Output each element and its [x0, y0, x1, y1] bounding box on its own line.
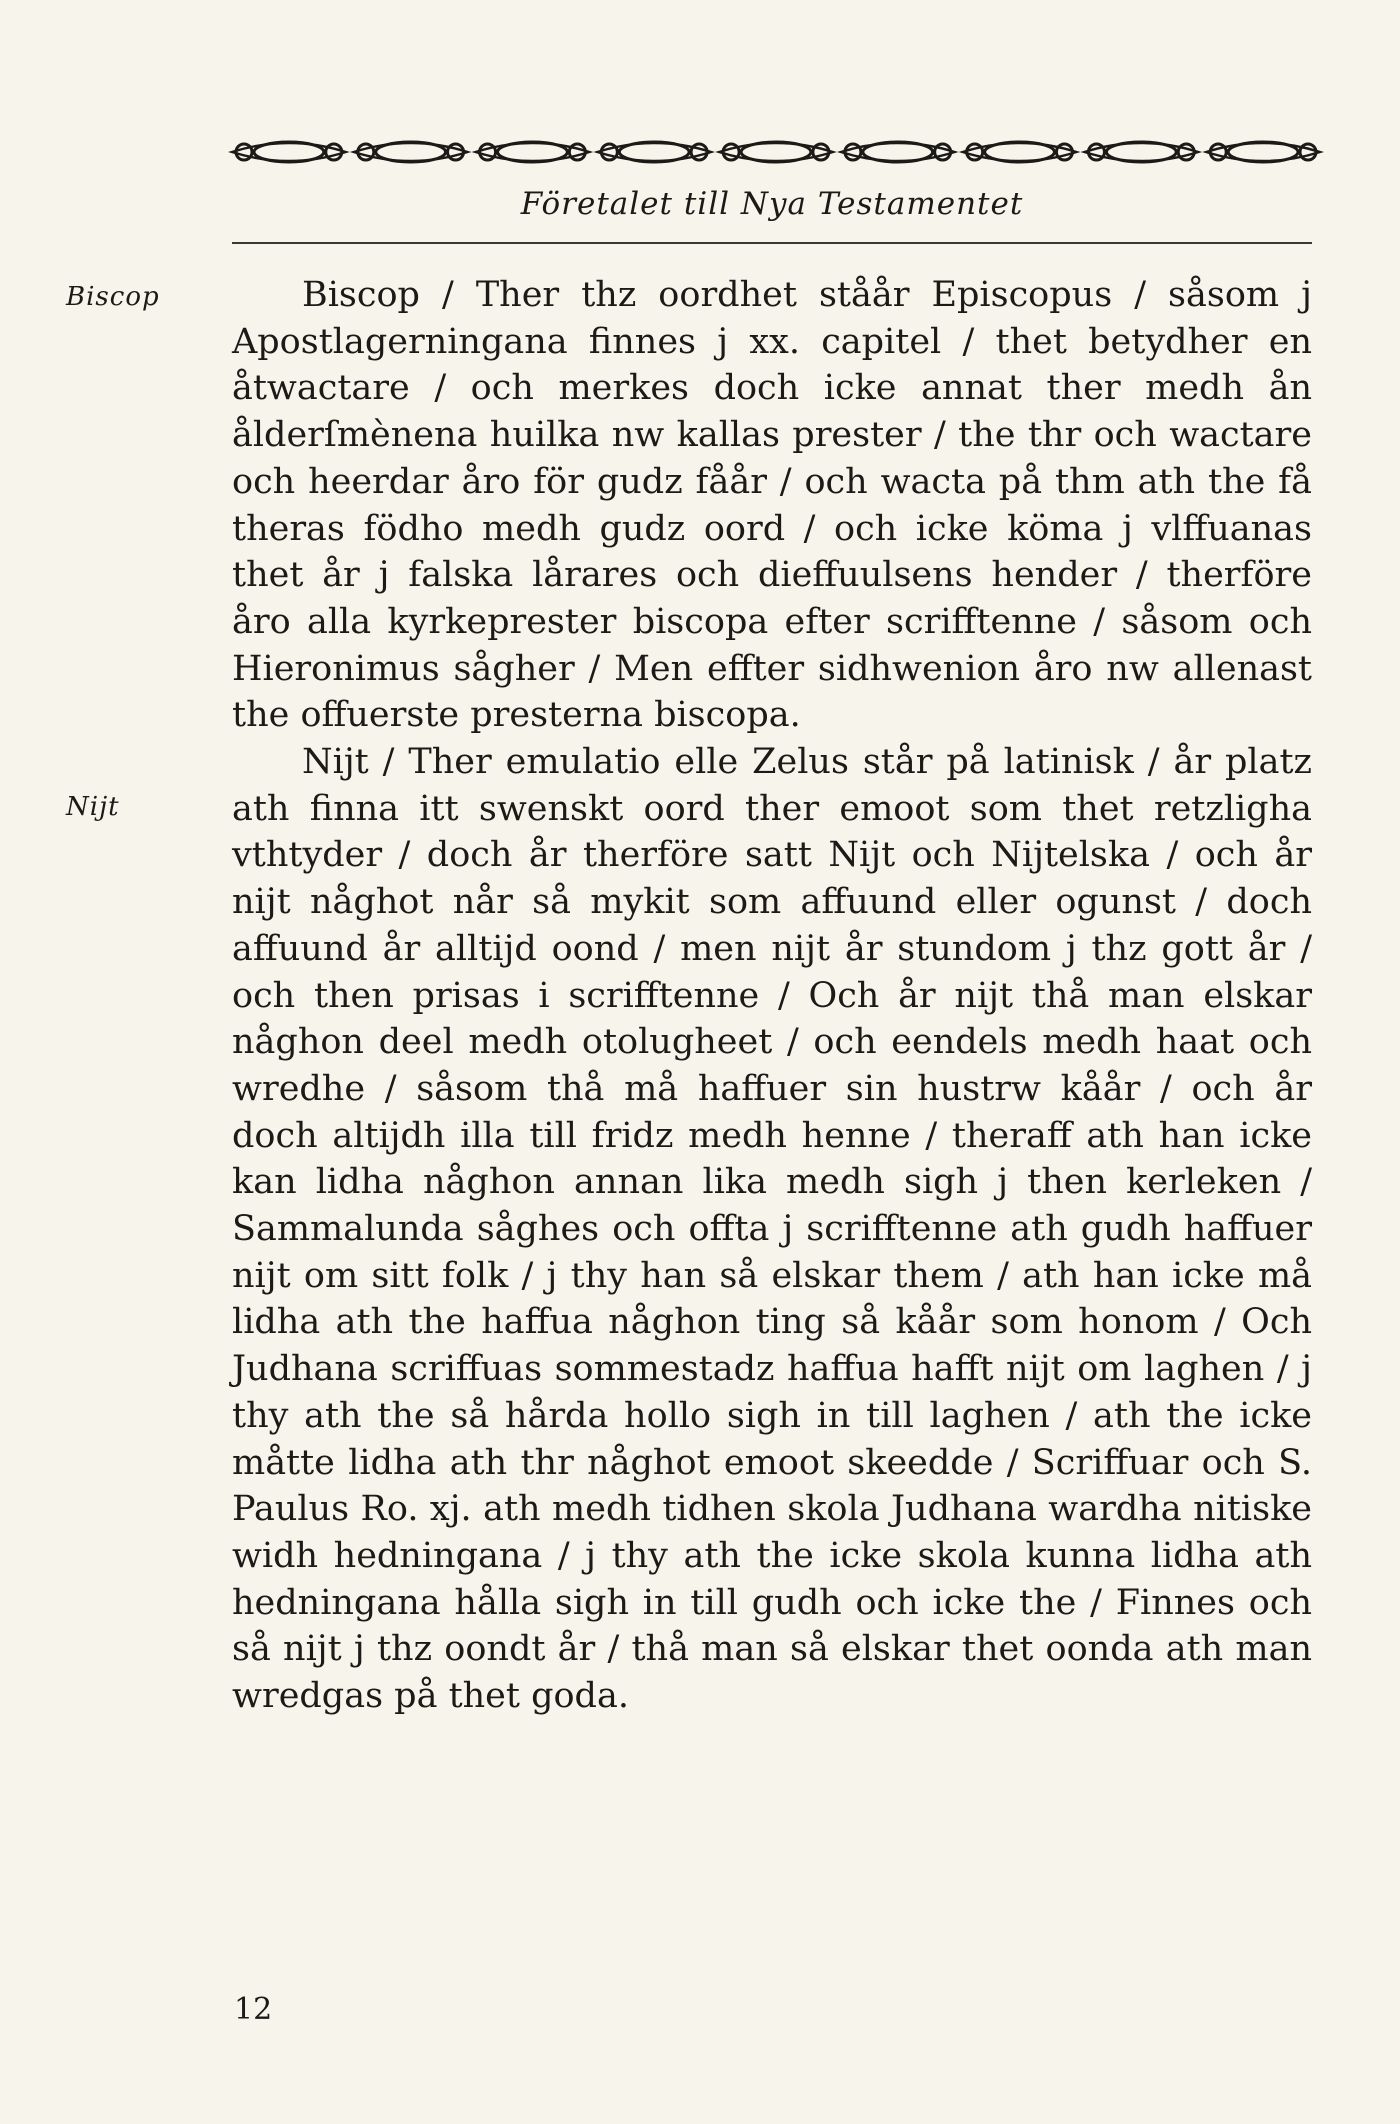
running-head: Företalet till Nya Testamentet	[520, 186, 1024, 222]
ornament-unit	[1206, 142, 1320, 162]
ornament-unit	[232, 142, 346, 162]
ornament-unit	[597, 142, 711, 162]
margin-note-biscop: Biscop	[66, 282, 160, 312]
paragraph-biscop: Biscop / Ther thz oordhet ståår Episcopus / såsom j Apostlagerningana finnes j xx. capitel / thet betydher en åtwactare / och merkes doch icke annat ther medh ån ålderſmènena huilka nw kallas prester / the thr och wactare och heerdar åro för gudz fåår / och wacta på thm ath the få theras födho medh gudz oord / och icke köma j vlffuanas thet år j falska lårares och dieffuulsens hender / therföre åro alla kyrkeprester biscopa efter scrifftenne / såsom och Hieronimus sågher / Men effter sidhwenion åro nw allenast the offuerste presterna biscopa.	[232, 275, 1312, 736]
ornament-unit	[963, 142, 1077, 162]
ornament-unit	[841, 142, 955, 162]
body-text	[232, 272, 1312, 1720]
ornament-unit	[1084, 142, 1198, 162]
header-rule	[232, 242, 1312, 244]
ornament-unit	[719, 142, 833, 162]
ornamental-border	[228, 132, 1324, 172]
page-number: 12	[234, 1992, 273, 2027]
ornament-unit	[476, 142, 590, 162]
paragraph-nijt: Nijt / Ther emulatio elle Zelus står på latinisk / år platz ath finna itt swenskt oord ther emoot som thet retzligha vthtyder / doch år therföre satt Nijt och Nijtelska / och år nijt någhot når så mykit som affuund eller ogunst / doch affuund år alltijd oond / men nijt år stundom j thz gott år / och then prisas i scrifftenne / Och år nijt thå man elskar någhon deel medh otolugheet / och eendels medh haat och wredhe / såsom thå må haffuer sin hustrw kåår / och år doch altijdh illa till fridz medh henne / theraff ath han icke kan lidha någhon annan lika medh sigh j then kerleken / Sammalunda såghes och offta j scrifftenne ath gudh haffuer nijt om sitt folk / j thy han så elskar them / ath han icke må lidha ath the haffua någhon ting så kåår som honom / Och Judhana scriffuas sommestadz haffua hafft nijt om laghen / j thy ath the så hårda hollo sigh in till laghen / ath the icke måtte lidha ath thr någhot emoot skeedde / Scriffuar och S. Paulus Ro. xj. ath medh tidhen skola Judhana wardha nitiske widh hedningana / j thy ath the icke skola kunna lidha ath hedningana hålla sigh in till gudh och icke the / Finnes och så nijt j thz oondt år / thå man så elskar thet oonda ath man wredgas på thet goda.	[232, 742, 1312, 1717]
ornament-unit	[354, 142, 468, 162]
margin-note-nijt: Nijt	[66, 792, 120, 822]
